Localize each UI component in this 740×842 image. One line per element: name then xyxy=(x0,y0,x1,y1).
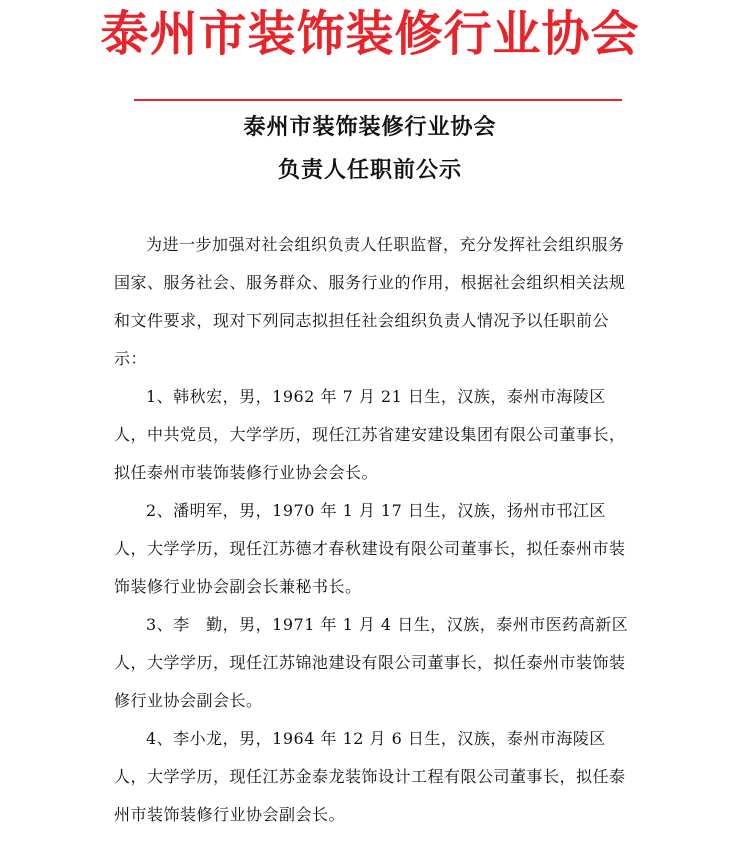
red-divider xyxy=(134,99,622,101)
document-title-line1: 泰州市装饰装修行业协会 xyxy=(243,115,497,140)
masthead-title: 泰州市装饰装修行业协会 xyxy=(100,6,640,62)
document-body xyxy=(114,226,634,834)
candidate-paragraph-4: 4、李小龙，男，1964 年 12 月 6 日生，汉族，泰州市海陵区人，大学学历，现任江苏金泰龙装饰设计工程有限公司董事长，拟任泰州市装饰装修行业协会副会长。 xyxy=(114,729,626,824)
candidate-paragraph-3: 3、李 勤，男，1971 年 1 月 4 日生，汉族，泰州市医药高新区人，大学学历，现任江苏锦池建设有限公司董事长，拟任泰州市装饰装修行业协会副会长。 xyxy=(114,615,629,710)
candidate-paragraph-2: 2、潘明军，男，1970 年 1 月 17 日生，汉族，扬州市邗江区人，大学学历，现任江苏德才春秋建设有限公司董事长，拟任泰州市装饰装修行业协会副会长兼秘书长。 xyxy=(114,501,626,596)
candidate-paragraph-1: 1、韩秋宏，男，1962 年 7 月 21 日生，汉族，泰州市海陵区人，中共党员，大学学历，现任江苏省建安建设集团有限公司董事长，拟任泰州市装饰装修行业协会会长。 xyxy=(114,387,626,482)
document-title-line2: 负责人任职前公示 xyxy=(277,158,462,183)
intro-paragraph: 为进一步加强对社会组织负责人任职监督，充分发挥社会组织服务国家、服务社会、服务群众、服务行业的作用，根据社会组织相关法规和文件要求，现对下列同志拟担任社会组织负责人情况予以任职前公示： xyxy=(114,235,626,368)
